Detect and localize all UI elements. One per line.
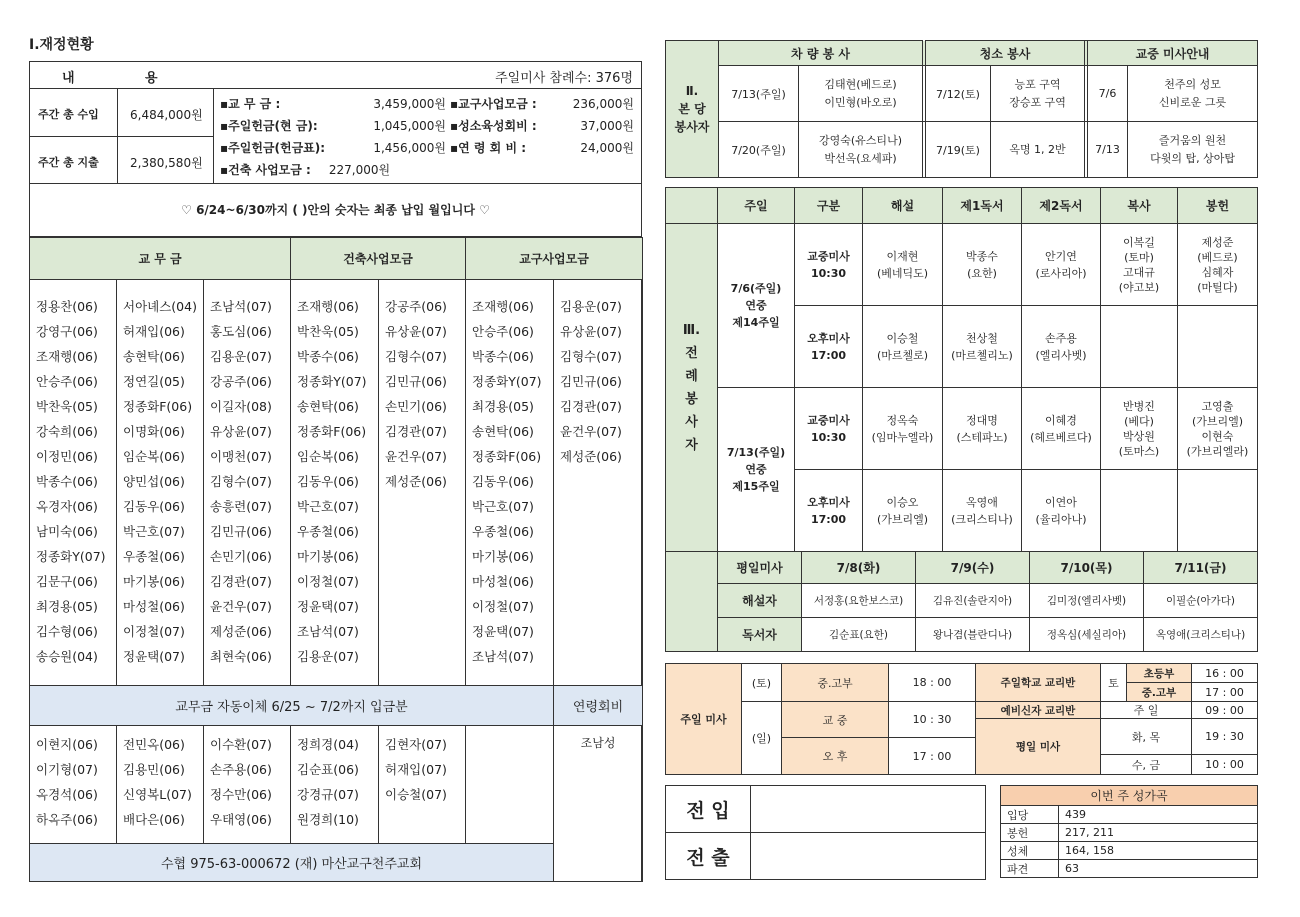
donor-name: 마성철(06) xyxy=(472,574,534,589)
cleaning-area: 옥명 1, 2반 xyxy=(991,122,1085,178)
weekday-days: 화, 목 xyxy=(1101,719,1192,755)
vehicle-date: 7/20(주일) xyxy=(719,122,799,178)
catechumen-day: 주 일 xyxy=(1101,702,1192,719)
auto-column-1 xyxy=(30,726,117,844)
weekday-reader: 김순표(요한) xyxy=(802,618,916,652)
mass-time: 17 : 00 xyxy=(889,738,976,775)
item-label: ▪주일헌금(헌금표): xyxy=(220,141,326,155)
donor-name: 김경관(07) xyxy=(210,574,272,589)
donor-name: 김경관(07) xyxy=(385,424,447,439)
donor-name: 유상윤(07) xyxy=(210,424,272,439)
donor-name: 이기형(07) xyxy=(36,762,98,777)
commentator: 이재현 (베네딕도) xyxy=(863,224,943,306)
vehicle-names: 김태현(베드로) 이민형(바오로) xyxy=(799,66,923,122)
heading-building: 건축사업모금 xyxy=(291,238,466,280)
weekday-time: 19 : 30 xyxy=(1192,719,1258,755)
donor-name: 마기봉(06) xyxy=(123,574,185,589)
bank-account: 수협 975-63-000672 (재) 마산교구천주교회 xyxy=(30,844,554,882)
donor-name: 이정철(07) xyxy=(123,624,185,639)
donor-name: 최경용(05) xyxy=(36,599,98,614)
mass-name: 교 중 xyxy=(782,702,889,738)
sun-label: (일) xyxy=(742,702,782,775)
offertory xyxy=(1178,306,1258,388)
sunday-mass-label: 주일 미사 xyxy=(666,664,742,775)
donor-name: 강영구(06) xyxy=(36,324,98,339)
donor-name: 김경관(07) xyxy=(560,399,622,414)
item-label: ▪교 무 금 : xyxy=(220,97,281,111)
mass-type: 오후미사 17:00 xyxy=(795,470,863,552)
gyomu-column-1 xyxy=(30,280,117,686)
donor-name: 정종화F(06) xyxy=(123,399,193,414)
mid-time: 17 : 00 xyxy=(1192,683,1258,702)
weekday-time: 10 : 00 xyxy=(1192,755,1258,775)
donor-name: 우종철(06) xyxy=(123,549,185,564)
transfer-in-label: 전 입 xyxy=(666,786,751,833)
donor-name: 이정민(06) xyxy=(36,449,98,464)
donor-name: 강경규(07) xyxy=(297,787,359,802)
donor-name: 서아녜스(04) xyxy=(123,299,197,314)
item-label: ▪건축 사업모금 : xyxy=(220,163,311,177)
donor-name: 송현탁(06) xyxy=(472,424,534,439)
donor-name: 원경희(10) xyxy=(297,812,359,827)
donor-name: 김용운(07) xyxy=(560,299,622,314)
sat-label: (토) xyxy=(742,664,782,702)
donor-name: 박찬욱(05) xyxy=(36,399,98,414)
donor-name: 허재입(07) xyxy=(385,762,447,777)
reader-label: 독서자 xyxy=(718,618,802,652)
col-reading-2: 제2독서 xyxy=(1022,188,1101,224)
donor-name: 김수형(06) xyxy=(36,624,98,639)
donor-name: 정종화Y(07) xyxy=(36,549,106,564)
expense-label: 주간 총 지출 xyxy=(38,156,99,169)
donor-name: 배다은(06) xyxy=(123,812,185,827)
donor-name: 김형수(07) xyxy=(210,474,272,489)
server: 반병진 (베다) 박상원 (토마스) xyxy=(1101,388,1178,470)
donor-name: 정종화Y(07) xyxy=(297,374,367,389)
donor-name: 이승철(07) xyxy=(385,787,447,802)
donor-name: 송현탁(06) xyxy=(297,399,359,414)
donor-name: 박종수(06) xyxy=(472,349,534,364)
offertory: 고영출 (가브리엘) 이현숙 (가브리엘라) xyxy=(1178,388,1258,470)
yeonryeong-heading: 연령회비 xyxy=(554,686,643,726)
donor-name: 김민규(06) xyxy=(385,374,447,389)
commentator: 이승철 (마르첼로) xyxy=(863,306,943,388)
weekday-commentator: 서정홍(요한보스코) xyxy=(802,584,916,618)
transfer-out-label: 전 출 xyxy=(666,833,751,880)
elem-time: 16 : 00 xyxy=(1192,664,1258,683)
donor-name: 이맹천(07) xyxy=(210,449,272,464)
donor-name: 최경용(05) xyxy=(472,399,534,414)
building-column-2 xyxy=(379,280,466,686)
donor-name: 마성철(06) xyxy=(123,599,185,614)
commentator: 정옥숙 (임마누엘라) xyxy=(863,388,943,470)
weekday-days: 수, 금 xyxy=(1101,755,1192,775)
item-value: 1,456,000원 xyxy=(373,141,446,155)
auto-column-2 xyxy=(117,726,204,844)
yeonryeong-name: 조남성 xyxy=(554,726,643,882)
donor-name: 안승주(06) xyxy=(472,324,534,339)
donor-name: 정종화F(06) xyxy=(297,424,367,439)
hymn-key: 봉헌 xyxy=(1001,824,1059,842)
auto-column-4 xyxy=(291,726,379,844)
offertory: 제성준 (베드로) 심혜자 (마틸다) xyxy=(1178,224,1258,306)
mass-name: 중.고부 xyxy=(782,664,889,702)
vehicle-date: 7/13(주일) xyxy=(719,66,799,122)
building-column-1 xyxy=(291,280,379,686)
sunday-cell: 7/6(주일) 연중 제14주일 xyxy=(718,224,795,388)
weekday-reader: 옥영애(크리스티나) xyxy=(1144,618,1258,652)
donor-name: 유상윤(07) xyxy=(560,324,622,339)
weekday-commentator: 김미정(엘리사벳) xyxy=(1030,584,1144,618)
weekday-date: 7/10(목) xyxy=(1030,552,1144,584)
diocese-column-1 xyxy=(466,280,554,686)
transfer-out-value xyxy=(751,833,986,880)
hymn-value: 439 xyxy=(1059,806,1258,824)
col-offertory: 봉헌 xyxy=(1178,188,1258,224)
donor-name: 우태영(06) xyxy=(210,812,272,827)
donor-name: 김동우(06) xyxy=(123,499,185,514)
content-label-a: 내 xyxy=(62,71,75,86)
donor-name: 정윤택(07) xyxy=(472,624,534,639)
attendance: 주일미사 참례수: 376명 xyxy=(495,71,633,86)
donor-name: 제성준(06) xyxy=(560,449,622,464)
donor-name: 박근호(07) xyxy=(123,524,185,539)
donor-name: 이길자(08) xyxy=(210,399,272,414)
donor-name: 조재행(06) xyxy=(36,349,98,364)
auto-column-3 xyxy=(204,726,291,844)
donor-name: 조재행(06) xyxy=(297,299,359,314)
hymn-value: 164, 158 xyxy=(1059,842,1258,860)
item-value: 1,045,000원 xyxy=(373,119,446,133)
donor-name: 김용민(06) xyxy=(123,762,185,777)
hymn-key: 성체 xyxy=(1001,842,1059,860)
reader-2: 손주용 (엘리사벳) xyxy=(1022,306,1101,388)
info-date: 7/13 xyxy=(1088,122,1128,178)
donor-name: 정윤택(07) xyxy=(297,599,359,614)
sunday-school-label: 주일학교 교리반 xyxy=(976,664,1101,702)
content-label-b: 용 xyxy=(145,71,158,86)
auto-column-5 xyxy=(379,726,466,844)
cleaning-area: 능포 구역 장승포 구역 xyxy=(991,66,1085,122)
donor-name: 김문구(06) xyxy=(36,574,98,589)
vehicle-heading: 차 량 봉 사 xyxy=(719,41,923,66)
item-label: ▪성소육성회비 : xyxy=(450,119,537,133)
col-commentary: 해설 xyxy=(863,188,943,224)
donor-name: 윤건우(07) xyxy=(385,449,447,464)
item-value: 227,000원 xyxy=(328,163,391,177)
donor-name: 이명화(06) xyxy=(123,424,185,439)
donor-name: 옥경자(06) xyxy=(36,499,98,514)
hymn-key: 입당 xyxy=(1001,806,1059,824)
hymn-value: 63 xyxy=(1059,860,1258,878)
reader-2: 안기연 (로사리아) xyxy=(1022,224,1101,306)
weekday-reader: 정옥심(세실리아) xyxy=(1030,618,1144,652)
donor-name: 정종화F(06) xyxy=(472,449,542,464)
col-type: 구분 xyxy=(795,188,863,224)
mass-time: 10 : 30 xyxy=(889,702,976,738)
donor-name: 최현숙(06) xyxy=(210,649,272,664)
donor-name: 손주용(06) xyxy=(210,762,272,777)
donor-name: 송승원(04) xyxy=(36,649,98,664)
col-server: 복사 xyxy=(1101,188,1178,224)
hymn-title: 이번 주 성가곡 xyxy=(1001,786,1258,806)
donor-name: 김동우(06) xyxy=(472,474,534,489)
item-value: 24,000원 xyxy=(580,141,634,155)
donor-name: 정수만(06) xyxy=(210,787,272,802)
donor-name: 이정철(07) xyxy=(472,599,534,614)
donor-name: 조재행(06) xyxy=(472,299,534,314)
donor-name: 윤건우(07) xyxy=(210,599,272,614)
catechumen-time: 09 : 00 xyxy=(1192,702,1258,719)
server: 이복길 (토마) 고대규 (야고보) xyxy=(1101,224,1178,306)
donor-name: 김현자(07) xyxy=(385,737,447,752)
donor-name: 정종화Y(07) xyxy=(472,374,542,389)
finance-summary xyxy=(30,89,641,184)
donor-name: 강공주(06) xyxy=(385,299,447,314)
hymn-value: 217, 211 xyxy=(1059,824,1258,842)
reader-1: 박종수 (요한) xyxy=(943,224,1022,306)
donor-name: 박근호(07) xyxy=(472,499,534,514)
item-label: ▪교구사업모금 : xyxy=(450,97,537,111)
donor-name: 김용운(07) xyxy=(297,649,359,664)
donor-name: 홍도심(06) xyxy=(210,324,272,339)
donor-name: 손민기(06) xyxy=(210,549,272,564)
donor-name: 김형수(07) xyxy=(560,349,622,364)
parish-side-label xyxy=(666,41,719,178)
sat-short: 토 xyxy=(1101,664,1127,702)
server xyxy=(1101,470,1178,552)
diocese-column-2 xyxy=(554,280,643,686)
finance-notice: ♡ 6/24~6/30까지 ( )안의 숫자는 최종 납입 월입니다 ♡ xyxy=(30,184,641,237)
gyomu-column-3 xyxy=(204,280,291,686)
weekday-mass-label: 평일 미사 xyxy=(976,719,1101,775)
donor-name: 신영복L(07) xyxy=(123,787,192,802)
donor-name: 박종수(06) xyxy=(297,349,359,364)
info-date: 7/6 xyxy=(1088,66,1128,122)
item-label: ▪주일헌금(현 금): xyxy=(220,119,318,133)
donor-table xyxy=(29,237,643,882)
donor-name: 강공주(06) xyxy=(210,374,272,389)
sunday-cell: 7/13(주일) 연중 제15주일 xyxy=(718,388,795,552)
donor-name: 전민옥(06) xyxy=(123,737,185,752)
donor-name: 양민섭(06) xyxy=(123,474,185,489)
weekday-date: 7/11(금) xyxy=(1144,552,1258,584)
donor-name: 정윤택(07) xyxy=(123,649,185,664)
weekday-reader: 왕나겸(블란디나) xyxy=(916,618,1030,652)
cleaning-heading: 청소 봉사 xyxy=(926,41,1085,66)
donor-name: 하옥주(06) xyxy=(36,812,98,827)
income-label: 주간 총 수입 xyxy=(38,108,99,121)
donor-name: 송흥련(07) xyxy=(210,499,272,514)
donor-name: 제성준(06) xyxy=(385,474,447,489)
donor-name: 임순복(06) xyxy=(123,449,185,464)
donor-name: 박찬욱(05) xyxy=(297,324,359,339)
hymn-table xyxy=(1000,785,1258,878)
donor-name: 박종수(06) xyxy=(36,474,98,489)
cleaning-date: 7/19(토) xyxy=(926,122,991,178)
side-label-line: 봉사자 xyxy=(674,120,710,134)
reader-1: 천상철 (마르첼리노) xyxy=(943,306,1022,388)
donor-name: 조남석(07) xyxy=(210,299,272,314)
catechumen-label: 예비신자 교리반 xyxy=(976,702,1101,719)
mass-type: 오후미사 17:00 xyxy=(795,306,863,388)
donor-name: 조남석(07) xyxy=(297,624,359,639)
donor-name: 옥경석(06) xyxy=(36,787,98,802)
finance-section-title: Ⅰ.재정현황 xyxy=(29,37,94,53)
item-value: 3,459,000원 xyxy=(373,97,446,111)
info-text: 천주의 성모 신비로운 그릇 xyxy=(1128,66,1258,122)
gyomu-column-2 xyxy=(117,280,204,686)
donor-name: 박근호(07) xyxy=(297,499,359,514)
donor-name: 김민규(06) xyxy=(210,524,272,539)
weekday-label: 평일미사 xyxy=(718,552,802,584)
donor-name: 김용운(07) xyxy=(210,349,272,364)
donor-name: 김순표(06) xyxy=(297,762,359,777)
weekday-date: 7/9(수) xyxy=(916,552,1030,584)
weekday-commentator: 이필순(아가다) xyxy=(1144,584,1258,618)
side-label-line: Ⅱ. xyxy=(685,84,699,98)
donor-name: 김형수(07) xyxy=(385,349,447,364)
mass-time: 18 : 00 xyxy=(889,664,976,702)
donor-name: 손민기(06) xyxy=(385,399,447,414)
elem-label: 초등부 xyxy=(1127,664,1192,683)
income-value: 6,484,000원 xyxy=(130,108,203,122)
donor-name: 정연길(05) xyxy=(123,374,185,389)
reader-2: 이혜경 (헤르베르다) xyxy=(1022,388,1101,470)
heading-diocese: 교구사업모금 xyxy=(466,238,643,280)
weekday-commentator: 김유진(솔란지아) xyxy=(916,584,1030,618)
donor-name: 이현지(06) xyxy=(36,737,98,752)
transfer-table xyxy=(665,785,986,880)
finance-items-left xyxy=(220,93,446,181)
auto-transfer-heading: 교무금 자동이체 6/25 ~ 7/2까지 입금분 xyxy=(30,686,554,726)
weekday-date: 7/8(화) xyxy=(802,552,916,584)
finance-header-row xyxy=(30,62,641,89)
weekday-table xyxy=(665,551,1258,652)
mass-times-table xyxy=(665,663,1258,775)
reader-1: 옥영애 (크리스티나) xyxy=(943,470,1022,552)
finance-items-right xyxy=(450,93,634,159)
donor-name: 남미숙(06) xyxy=(36,524,98,539)
commentator: 이승오 (가브리엘) xyxy=(863,470,943,552)
donor-name: 유상윤(07) xyxy=(385,324,447,339)
mass-info-heading: 교중 미사안내 xyxy=(1088,41,1258,66)
col-sunday: 주일 xyxy=(718,188,795,224)
donor-name: 우종철(06) xyxy=(297,524,359,539)
donor-name: 강숙희(06) xyxy=(36,424,98,439)
reader-2: 이연아 (율리아나) xyxy=(1022,470,1101,552)
info-text: 즐거움의 원천 다윗의 탑, 상아탑 xyxy=(1128,122,1258,178)
mass-type: 교중미사 10:30 xyxy=(795,224,863,306)
reader-1: 정대명 (스테파노) xyxy=(943,388,1022,470)
liturgy-side-label: Ⅲ. 전 례 봉 사 자 xyxy=(666,224,718,552)
donor-name: 조남석(07) xyxy=(472,649,534,664)
donor-name: 마기봉(06) xyxy=(297,549,359,564)
donor-name: 김동우(06) xyxy=(297,474,359,489)
heading-gyomu: 교 무 금 xyxy=(30,238,291,280)
donor-name: 정희경(04) xyxy=(297,737,359,752)
col-reading-1: 제1독서 xyxy=(943,188,1022,224)
item-value: 236,000원 xyxy=(572,97,634,111)
donor-name: 이수환(07) xyxy=(210,737,272,752)
transfer-in-value xyxy=(751,786,986,833)
donor-name: 임순복(06) xyxy=(297,449,359,464)
item-value: 37,000원 xyxy=(580,119,634,133)
finance-panel xyxy=(29,61,642,882)
mid-label: 중.고부 xyxy=(1127,683,1192,702)
server xyxy=(1101,306,1178,388)
commentator-label: 해설자 xyxy=(718,584,802,618)
mass-name: 오 후 xyxy=(782,738,889,775)
auto-column-6 xyxy=(466,726,554,844)
donor-name: 정용찬(06) xyxy=(36,299,98,314)
item-label: ▪연 령 회 비 : xyxy=(450,141,527,155)
donor-name: 김민규(06) xyxy=(560,374,622,389)
donor-name: 이정철(07) xyxy=(297,574,359,589)
donor-name: 제성준(06) xyxy=(210,624,272,639)
expense-value: 2,380,580원 xyxy=(130,156,203,170)
liturgy-table xyxy=(665,187,1258,552)
donor-name: 안승주(06) xyxy=(36,374,98,389)
offertory xyxy=(1178,470,1258,552)
mass-type: 교중미사 10:30 xyxy=(795,388,863,470)
side-label-line: 본 당 xyxy=(678,102,706,116)
donor-name: 윤건우(07) xyxy=(560,424,622,439)
donor-name: 마기봉(06) xyxy=(472,549,534,564)
donor-name: 송현탁(06) xyxy=(123,349,185,364)
donor-name: 우종철(06) xyxy=(472,524,534,539)
donor-name: 허재입(06) xyxy=(123,324,185,339)
cleaning-date: 7/12(토) xyxy=(926,66,991,122)
parish-service-table xyxy=(665,40,1258,178)
vehicle-names: 강영숙(유스티나) 박선옥(요세파) xyxy=(799,122,923,178)
hymn-key: 파견 xyxy=(1001,860,1059,878)
